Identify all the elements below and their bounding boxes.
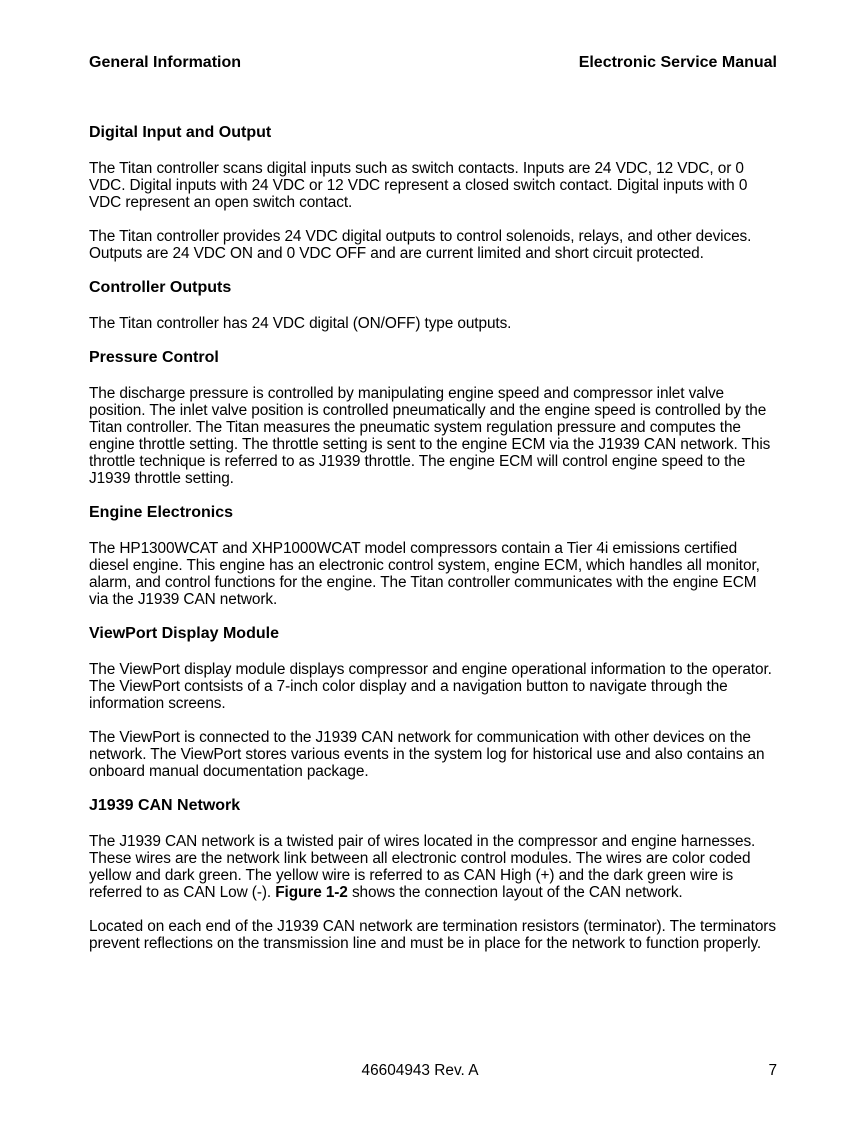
document-number: 46604943 Rev. A	[361, 1062, 479, 1079]
paragraph: The HP1300WCAT and XHP1000WCAT model compressors contain a Tier 4i emissions certified diesel engine. This engine has an electronic control system, engine ECM, which handles all monitor, alarm, and control functions for the engine. The Titan controller communicates with the engine ECM via the J1939 CAN network.	[89, 540, 760, 608]
text-run: The J1939 CAN network is a twisted pair of wires located in the compressor and engine harnesses. These wires are the network link between all electronic control modules. The wires are color coded yellow and dark green. The yellow wire is referred to as CAN High (+) and the dark green wire is referred to as CAN Low (-).	[89, 833, 756, 901]
heading-j1939: J1939 CAN Network	[89, 797, 241, 814]
paragraph	[89, 833, 777, 901]
paragraph: The Titan controller scans digital inputs such as switch contacts. Inputs are 24 VDC, 12 VDC, or 0 VDC. Digital inputs with 24 VDC or 12 VDC represent a closed switch contact. Digital inputs with 0 VDC represent an open switch contact.	[89, 160, 748, 211]
manual-page	[89, 0, 777, 1122]
paragraph: The Titan controller has 24 VDC digital (ON/OFF) type outputs.	[89, 315, 512, 332]
text-run: shows the connection layout of the CAN network.	[347, 884, 683, 901]
heading-digital-io: Digital Input and Output	[89, 124, 272, 141]
heading-controller-outputs: Controller Outputs	[89, 279, 232, 296]
paragraph: The ViewPort display module displays compressor and engine operational information to the operator. The ViewPort contsists of a 7-inch color display and a navigation button to navigate through the information screens.	[89, 661, 772, 712]
header-manual-title: Electronic Service Manual	[578, 54, 777, 71]
heading-viewport: ViewPort Display Module	[89, 625, 279, 642]
page-header	[89, 54, 777, 74]
header-section-title: General Information	[89, 54, 242, 71]
page-number: 7	[768, 1062, 777, 1079]
paragraph: The ViewPort is connected to the J1939 CAN network for communication with other devices on the network. The ViewPort stores various events in the system log for historical use and also contains an onboard manual documentation package.	[89, 729, 765, 780]
page-content	[89, 124, 777, 969]
figure-reference: Figure 1-2	[275, 884, 348, 901]
paragraph: The discharge pressure is controlled by manipulating engine speed and compressor inlet valve position. The inlet valve position is controlled pneumatically and the engine speed is controlled by the Titan controller. The Titan measures the pneumatic system regulation pressure and computes the engine throttle setting. The throttle setting is sent to the engine ECM via the J1939 CAN network. This throttle technique is referred to as J1939 throttle. The engine ECM will control engine speed to the J1939 throttle setting.	[89, 385, 771, 487]
paragraph: The Titan controller provides 24 VDC digital outputs to control solenoids, relays, and other devices. Outputs are 24 VDC ON and 0 VDC OFF and are current limited and short circuit protected.	[89, 228, 752, 262]
heading-pressure-control: Pressure Control	[89, 349, 219, 366]
heading-engine-electronics: Engine Electronics	[89, 504, 234, 521]
page-footer	[89, 1062, 777, 1082]
paragraph: Located on each end of the J1939 CAN network are termination resistors (terminator). The terminators prevent reflections on the transmission line and must be in place for the network to function properly.	[89, 918, 776, 952]
